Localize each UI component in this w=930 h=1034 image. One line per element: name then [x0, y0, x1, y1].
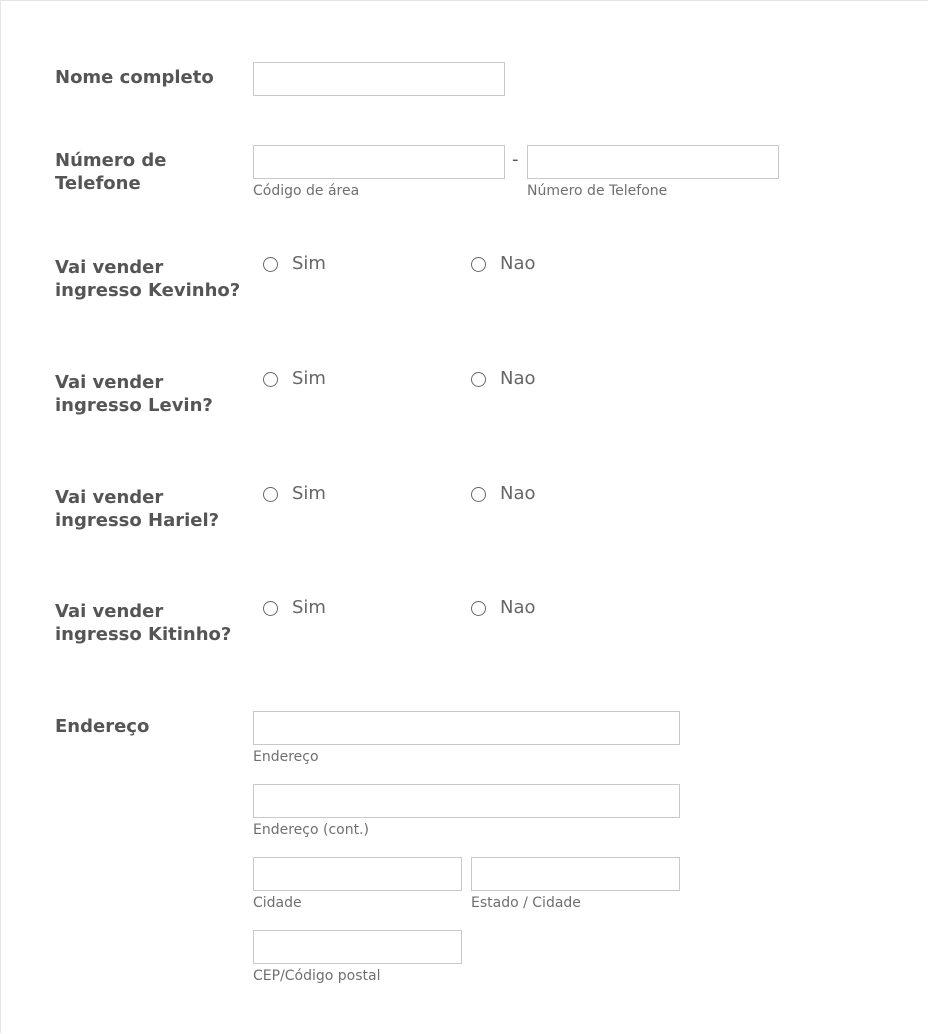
- phone-number-input[interactable]: [527, 145, 779, 179]
- address-label: Endereço: [55, 716, 150, 737]
- question-kitinho-label: [55, 600, 255, 646]
- kevinho-yes-label[interactable]: Sim: [292, 253, 326, 274]
- kevinho-yes-option[interactable]: [263, 252, 326, 276]
- phone-label-line2: Telefone: [55, 173, 141, 194]
- kevinho-no-label[interactable]: Nao: [500, 253, 536, 274]
- phone-separator: -: [512, 149, 519, 170]
- kitinho-no-label[interactable]: Nao: [500, 597, 536, 618]
- area-code-sublabel: Código de área: [253, 183, 360, 199]
- question-label-line2: ingresso Levin?: [55, 395, 213, 416]
- question-label-line1: Vai vender: [55, 257, 164, 278]
- question-hariel-label: [55, 486, 255, 532]
- radio-circle-icon[interactable]: [263, 372, 278, 387]
- street-address-input[interactable]: [253, 711, 680, 745]
- full-name-input[interactable]: [253, 62, 505, 96]
- question-kevinho-label: [55, 256, 255, 302]
- full-name-label: Nome completo: [55, 67, 214, 88]
- state-input[interactable]: [471, 857, 680, 891]
- question-label-line2: ingresso Kitinho?: [55, 624, 232, 645]
- kitinho-yes-label[interactable]: Sim: [292, 597, 326, 618]
- radio-circle-icon[interactable]: [471, 257, 486, 272]
- radio-circle-icon[interactable]: [471, 372, 486, 387]
- question-label-line2: ingresso Hariel?: [55, 510, 220, 531]
- street-address-2-sublabel: Endereço (cont.): [253, 822, 369, 838]
- radio-circle-icon[interactable]: [471, 487, 486, 502]
- question-label-line1: Vai vender: [55, 372, 164, 393]
- kevinho-no-option[interactable]: [471, 252, 536, 276]
- hariel-no-option[interactable]: [471, 482, 536, 506]
- radio-circle-icon[interactable]: [263, 257, 278, 272]
- state-sublabel: Estado / Cidade: [471, 895, 581, 911]
- street-address-2-input[interactable]: [253, 784, 680, 818]
- hariel-no-label[interactable]: Nao: [500, 483, 536, 504]
- levin-no-option[interactable]: [471, 367, 536, 391]
- question-label-line2: ingresso Kevinho?: [55, 280, 241, 301]
- zip-sublabel: CEP/Código postal: [253, 968, 381, 984]
- kitinho-yes-option[interactable]: [263, 596, 326, 620]
- levin-no-label[interactable]: Nao: [500, 368, 536, 389]
- phone-number-sublabel: Número de Telefone: [527, 183, 668, 199]
- street-address-sublabel: Endereço: [253, 749, 319, 765]
- radio-circle-icon[interactable]: [471, 601, 486, 616]
- city-sublabel: Cidade: [253, 895, 302, 911]
- levin-yes-label[interactable]: Sim: [292, 368, 326, 389]
- kitinho-no-option[interactable]: [471, 596, 536, 620]
- levin-yes-option[interactable]: [263, 367, 326, 391]
- phone-label-line1: Número de: [55, 150, 167, 171]
- zip-input[interactable]: [253, 930, 462, 964]
- city-input[interactable]: [253, 857, 462, 891]
- radio-circle-icon[interactable]: [263, 601, 278, 616]
- area-code-input[interactable]: [253, 145, 505, 179]
- question-levin-label: [55, 371, 255, 417]
- hariel-yes-label[interactable]: Sim: [292, 483, 326, 504]
- question-label-line1: Vai vender: [55, 601, 164, 622]
- hariel-yes-option[interactable]: [263, 482, 326, 506]
- question-label-line1: Vai vender: [55, 487, 164, 508]
- radio-circle-icon[interactable]: [263, 487, 278, 502]
- phone-label: [55, 149, 255, 195]
